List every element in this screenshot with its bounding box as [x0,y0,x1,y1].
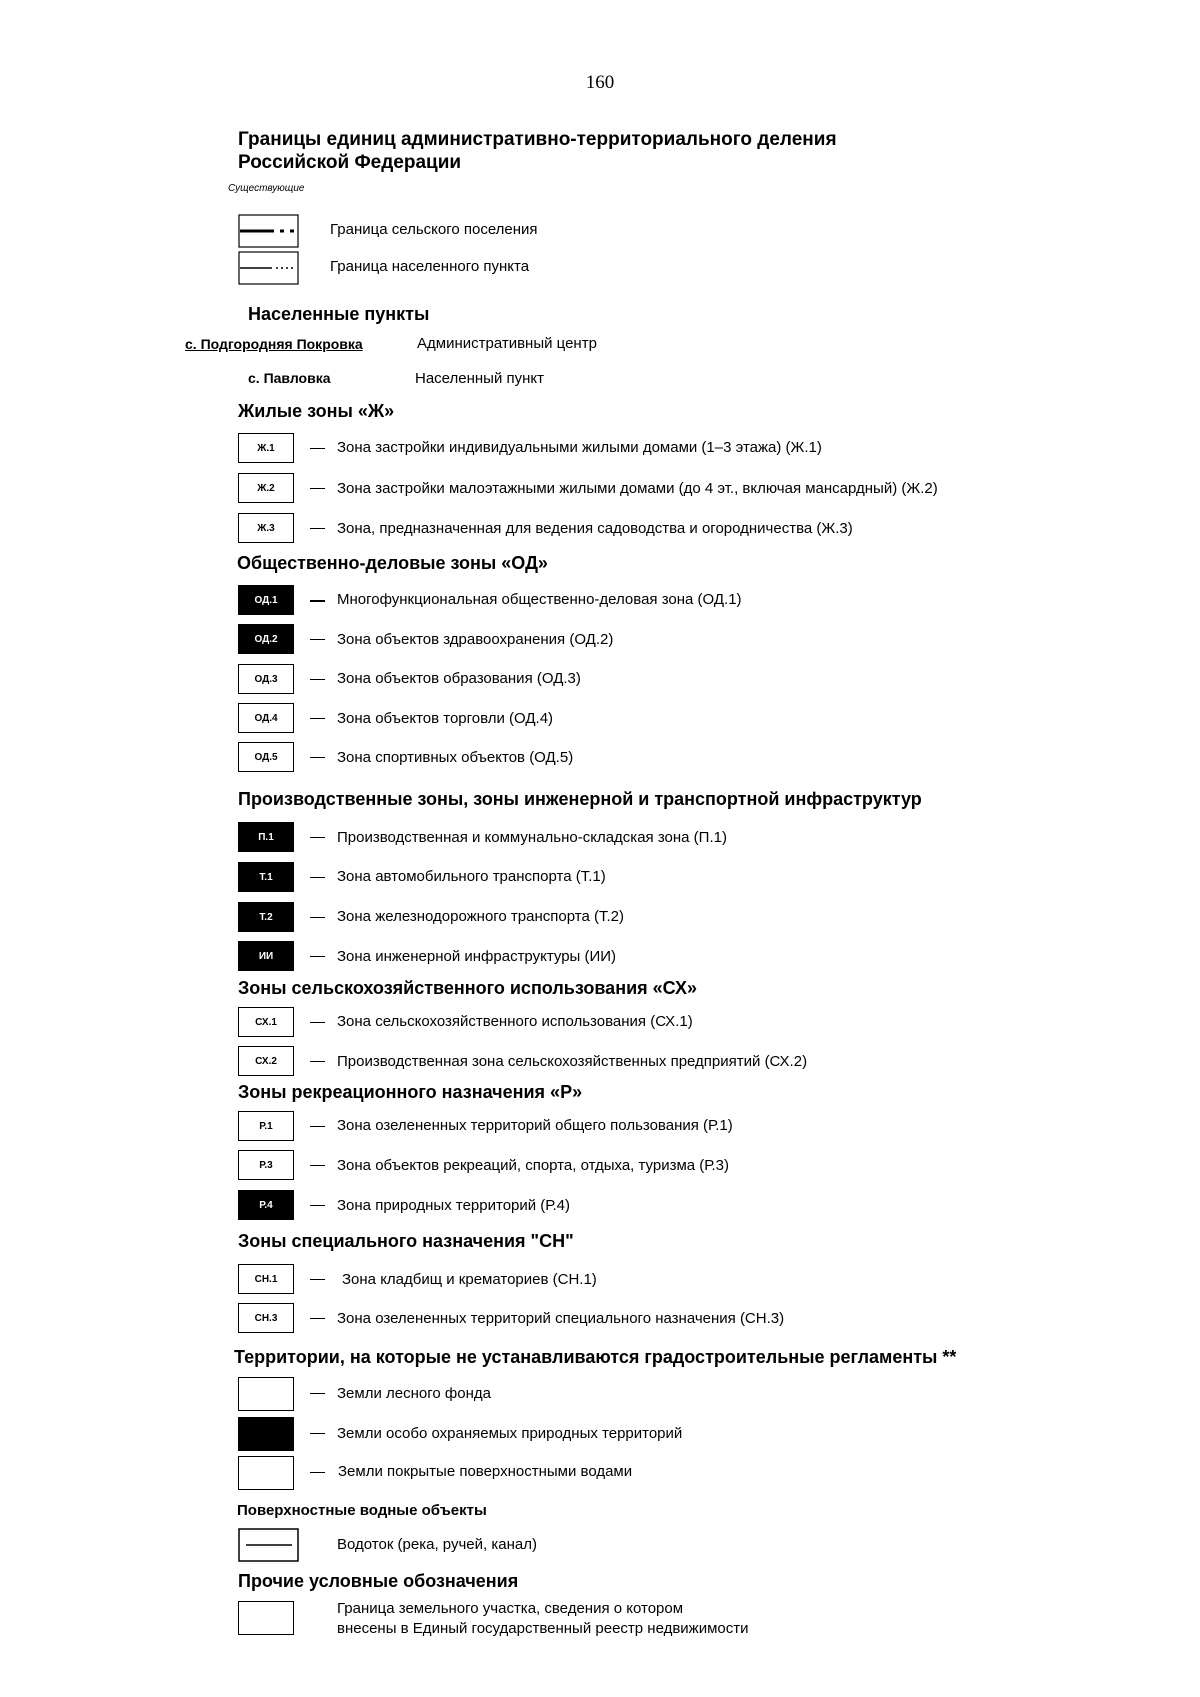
zone-label-zh3: Зона, предназначенная для ведения садоводства и огородничества (Ж.3) [337,520,853,537]
dash [310,1165,325,1166]
settlement-boundary-symbol [238,251,300,290]
zone-code-ii: ИИ [238,941,294,971]
zone-code-p1: П.1 [238,822,294,852]
rural-boundary-label: Граница сельского поселения [330,221,538,238]
watercourse-symbol [238,1528,300,1567]
residential-title: Жилые зоны «Ж» [238,401,395,421]
zone-label-od2: Зона объектов здравоохранения (ОД.2) [337,631,614,648]
zone-label-r1: Зона озелененных территорий общего пользования (Р.1) [337,1117,733,1134]
admin-center-label: Административный центр [417,335,597,352]
zone-code-sn3: СН.3 [238,1303,294,1333]
other-title: Прочие условные обозначения [238,1571,519,1591]
agricultural-title: Зоны сельскохозяйственного использования «СХ» [238,978,697,998]
settlements-title: Населенные пункты [248,304,430,324]
dash [310,956,325,957]
dash [310,679,325,680]
settlement-boundary-label: Граница населенного пункта [330,258,530,275]
dash [310,448,325,449]
dash [310,917,325,918]
zone-label-t2: Зона железнодорожного транспорта (Т.2) [337,908,624,925]
dash [310,1393,325,1394]
zone-label-ii: Зона инженерной инфраструктуры (ИИ) [337,948,617,965]
water-land-symbol [238,1456,294,1490]
zone-label-sh1: Зона сельскохозяйственного использования (СХ.1) [337,1013,693,1030]
zone-label-r4: Зона природных территорий (Р.4) [337,1197,570,1214]
page-number: 160 [585,72,615,93]
zone-label-t1: Зона автомобильного транспорта (Т.1) [337,868,606,885]
dash [310,600,325,602]
dash [310,718,325,719]
settlement-name: с. Павловка [248,370,331,386]
zone-label-sh2: Производственная зона сельскохозяйственных предприятий (СХ.2) [337,1053,808,1070]
zone-label-sn1: Зона кладбищ и крематориев (СН.1) [342,1271,597,1288]
watercourse-label: Водоток (река, ручей, канал) [337,1536,537,1553]
zone-code-sh2: СХ.2 [238,1046,294,1076]
zone-label-od4: Зона объектов торговли (ОД.4) [337,710,554,727]
dash [310,1472,325,1473]
dash [310,1061,325,1062]
admin-center-name: с. Подгородняя Покровка [185,336,363,352]
zone-label-od1: Многофункциональная общественно-деловая зона (ОД.1) [337,591,742,608]
industrial-title: Производственные зоны, зоны инженерной и транспортной инфраструктур [238,789,922,809]
dash [310,1126,325,1127]
zone-code-t1: Т.1 [238,862,294,892]
dash [310,1433,325,1434]
zone-code-t2: Т.2 [238,902,294,932]
boundaries-title-line2: Российской Федерации [238,152,462,173]
recreational-title: Зоны рекреационного назначения «Р» [238,1082,583,1102]
land-plot-boundary-symbol [238,1601,294,1635]
zone-label-zh2: Зона застройки малоэтажными жилыми домами (до 4 эт., включая мансардный) (Ж.2) [337,480,938,497]
dash [310,1318,325,1319]
dash [310,757,325,758]
zone-label-p1: Производственная и коммунально-складская зона (П.1) [337,829,727,846]
zone-code-od1: ОД.1 [238,585,294,615]
zone-code-od4: ОД.4 [238,703,294,733]
dash [310,639,325,640]
zone-label-r3: Зона объектов рекреаций, спорта, отдыха, туризма (Р.3) [337,1157,729,1174]
zone-code-od3: ОД.3 [238,664,294,694]
dash [310,1279,325,1280]
special-title: Зоны специального назначения "СН" [238,1231,574,1251]
zone-code-r4: Р.4 [238,1190,294,1220]
water-title: Поверхностные водные объекты [237,1502,487,1519]
zone-label-sn3: Зона озелененных территорий специального назначения (СН.3) [337,1310,785,1327]
zone-code-od5: ОД.5 [238,742,294,772]
land-plot-label-line2: внесены в Единый государственный реестр недвижимости [337,1620,749,1637]
dash [310,837,325,838]
forest-land-symbol [238,1377,294,1411]
dash [310,528,325,529]
settlement-label: Населенный пункт [415,370,545,387]
zone-code-zh3: Ж.3 [238,513,294,543]
zone-label-od5: Зона спортивных объектов (ОД.5) [337,749,574,766]
zone-code-r3: Р.3 [238,1150,294,1180]
dash [310,1022,325,1023]
boundaries-subtitle: Существующие [228,183,305,194]
zone-label-od3: Зона объектов образования (ОД.3) [337,670,581,687]
zone-code-od2: ОД.2 [238,624,294,654]
no-regulations-title: Территории, на которые не устанавливаются градостроительные регламенты ** [234,1347,957,1367]
zone-code-sh1: СХ.1 [238,1007,294,1037]
business-title: Общественно-деловые зоны «ОД» [237,553,548,573]
protected-land-symbol [238,1417,294,1451]
rural-boundary-symbol [238,214,300,253]
water-land-label: Земли покрытые поверхностными водами [338,1463,633,1480]
zone-code-zh2: Ж.2 [238,473,294,503]
zone-code-sn1: СН.1 [238,1264,294,1294]
zone-label-zh1: Зона застройки индивидуальными жилыми домами (1–3 этажа) (Ж.1) [337,439,822,456]
land-plot-label-line1: Граница земельного участка, сведения о котором [337,1600,684,1617]
dash [310,1205,325,1206]
boundaries-title-line1: Границы единиц административно-территориального деления [238,129,837,150]
zone-code-r1: Р.1 [238,1111,294,1141]
dash [310,877,325,878]
forest-land-label: Земли лесного фонда [337,1385,491,1402]
protected-land-label: Земли особо охраняемых природных территорий [337,1425,683,1442]
zone-code-zh1: Ж.1 [238,433,294,463]
dash [310,488,325,489]
